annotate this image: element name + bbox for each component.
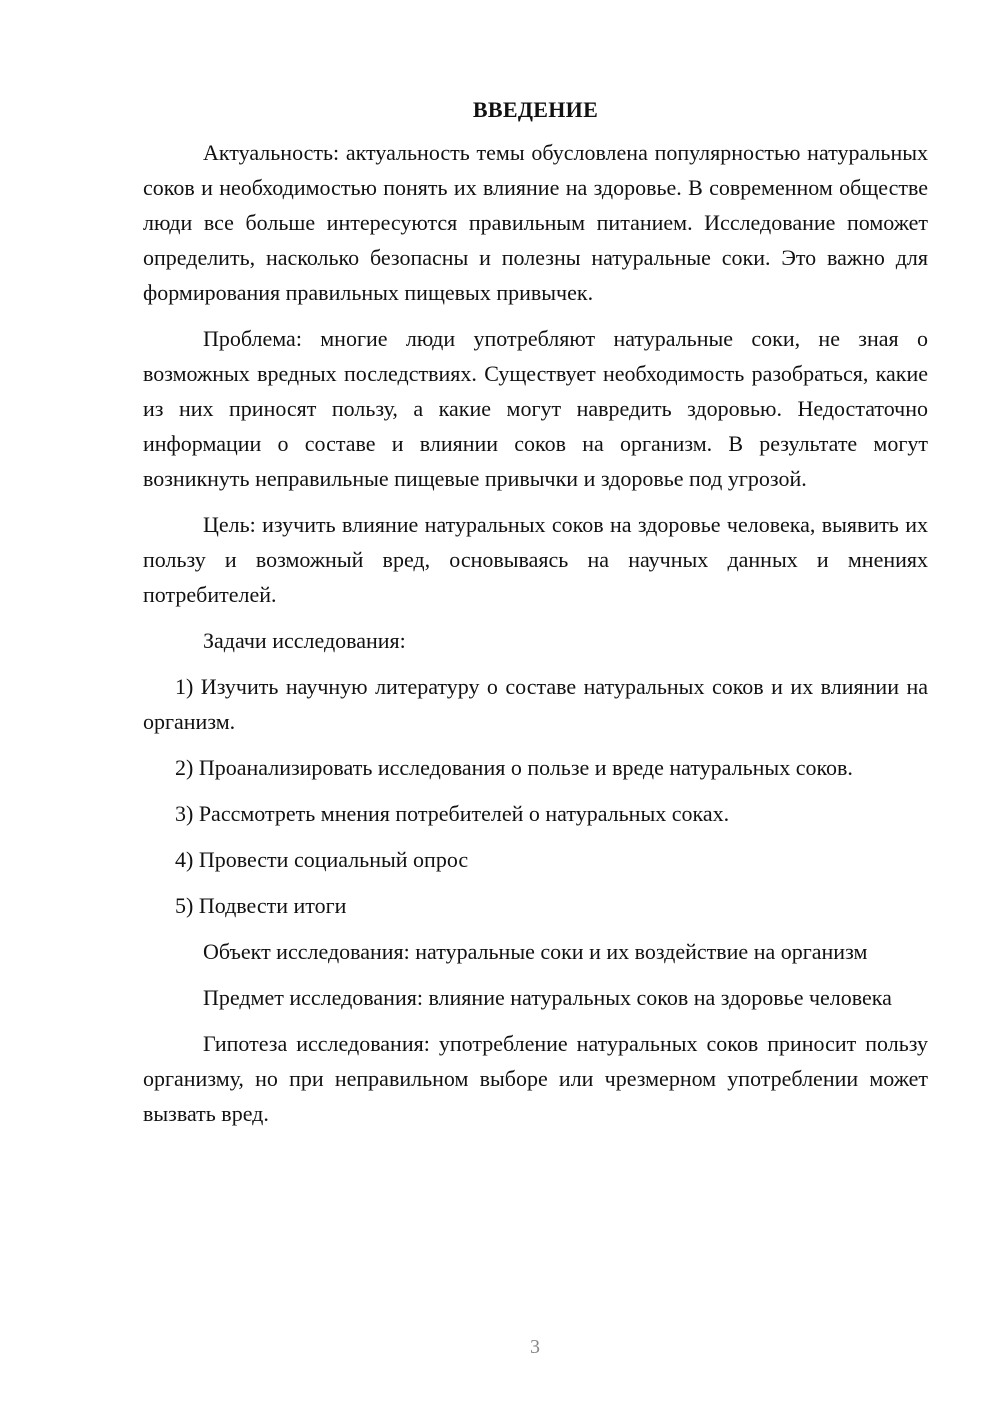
- object-paragraph: Объект исследования: натуральные соки и их воздействие на организм: [203, 939, 868, 964]
- document-body: [143, 94, 928, 1131]
- task-item-1: 1) Изучить научную литературу о составе натуральных соков и их влиянии на организм.: [143, 674, 928, 734]
- subject-paragraph: Предмет исследования: влияние натуральных соков на здоровье человека: [203, 985, 892, 1010]
- page-title: ВВЕДЕНИЕ: [472, 97, 599, 122]
- goal-paragraph: Цель: изучить влияние натуральных соков на здоровье человека, выявить их пользу и возможный вред, основываясь на научных данных и мнениях потребителей.: [143, 512, 928, 607]
- page-number: 3: [530, 1336, 540, 1358]
- hypothesis-paragraph: Гипотеза исследования: употребление натуральных соков приносит пользу организму, но при неправильном выборе или чрезмерном употреблении может вызвать вред.: [143, 1031, 928, 1126]
- task-item-4: 4) Провести социальный опрос: [175, 847, 469, 872]
- task-item-3: 3) Рассмотреть мнения потребителей о натуральных соках.: [175, 801, 730, 826]
- tasks-heading: Задачи исследования:: [203, 628, 406, 653]
- relevance-paragraph: Актуальность: актуальность темы обусловлена популярностью натуральных соков и необходимостью понять их влияние на здоровье. В современном обществе люди все больше интересуются правильным питанием. Исследование поможет определить, насколько безопасны и полезны натуральные соки. Это важно для формирования правильных пищевых привычек.: [143, 140, 928, 305]
- problem-paragraph: Проблема: многие люди употребляют натуральные соки, не зная о возможных вредных последствиях. Существует необходимость разобраться, какие из них приносят пользу, а какие могут навредить здоровью. Недостаточно информации о составе и влиянии соков на организм. В результате могут возникнуть неправильные пищевые привычки и здоровье под угрозой.: [143, 326, 928, 491]
- task-item-5: 5) Подвести итоги: [175, 893, 347, 918]
- task-item-2: 2) Проанализировать исследования о пользе и вреде натуральных соков.: [175, 755, 853, 780]
